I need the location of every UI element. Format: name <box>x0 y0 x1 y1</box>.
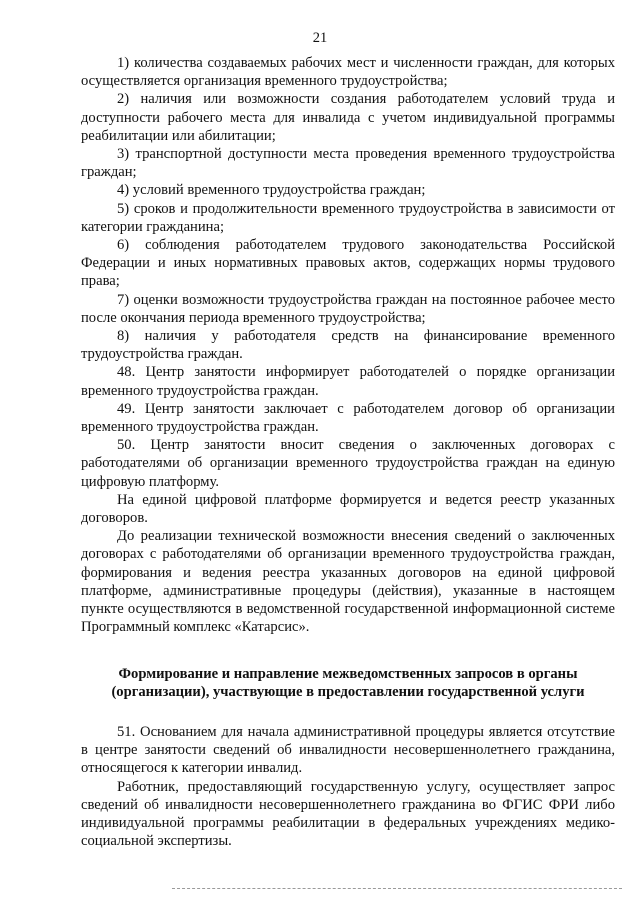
paragraph-item-1: 1) количества создаваемых рабочих мест и численности граждан, для которых осуществляется организация временного трудоустройства; <box>81 55 615 90</box>
paragraph-item-2: 2) наличия или возможности создания работодателем условий труда и доступности рабочего места для инвалида с учетом индивидуальной программы реабилитации или абилитации; <box>81 91 615 144</box>
paragraph-item-4: 4) условий временного трудоустройства граждан; <box>117 182 426 199</box>
paragraph-clause-49: 49. Центр занятости заключает с работодателем договор об организации временного трудоустройства граждан. <box>81 400 615 436</box>
paragraph-clause-51: 51. Основанием для начала административной процедуры является отсутствие в центре занятости сведений об инвалидности несовершеннолетнего гражданина, относящегося к категории инвалид. <box>81 723 615 777</box>
paragraph-clause-50: 50. Центр занятости вносит сведения о заключенных договорах с работодателями об организации временного трудоустройства граждан на единую цифровую платформу. <box>81 437 615 490</box>
paragraph-registry: На единой цифровой платформе формируется и ведется реестр указанных договоров. <box>81 491 615 527</box>
paragraph-item-6: 6) соблюдения работодателем трудового законодательства Российской Федерации и иных нормативных правовых актов, содержащих нормы трудового права; <box>81 237 615 290</box>
paragraph-item-7: 7) оценки возможности трудоустройства граждан на постоянное рабочее место после окончания периода временного трудоустройства; <box>81 291 615 326</box>
paragraph-item-3: 3) транспортной доступности места проведения временного трудоустройства граждан; <box>81 146 615 181</box>
paragraph-item-5: 5) сроков и продолжительности временного трудоустройства в зависимости от категории гражданина; <box>81 200 615 235</box>
document-body <box>81 54 615 850</box>
paragraph-katarsis: До реализации технической возможности внесения сведений о заключенных договорах с работодателями об организации временного трудоустройства граждан, формирования и ведения реестра указанных договоров на единой цифровой платформе, административные процедуры (действия), указанные в настоящем пункте осуществляются в ведомственной государственной информационной системе Программный комплекс «Катарсис». <box>81 528 615 636</box>
bottom-rule-divider <box>172 888 622 889</box>
paragraph-clause-48: 48. Центр занятости информирует работодателей о порядке организации временного трудоустройства граждан. <box>81 364 615 399</box>
page-number: 21 <box>312 30 328 46</box>
paragraph-request: Работник, предоставляющий государственную услугу, осуществляет запрос сведений об инвалидности несовершеннолетнего гражданина во ФГИС ФРИ либо индивидуальной программы реабилитации в федеральных учреждениях медико-социальной экспертизы. <box>81 778 615 850</box>
section-heading: Формирование и направление межведомственных запросов в органы (организации), участвующие в предоставлении государственной услуги <box>111 665 585 700</box>
paragraph-item-8: 8) наличия у работодателя средств на финансирование временного трудоустройства граждан. <box>81 328 615 363</box>
